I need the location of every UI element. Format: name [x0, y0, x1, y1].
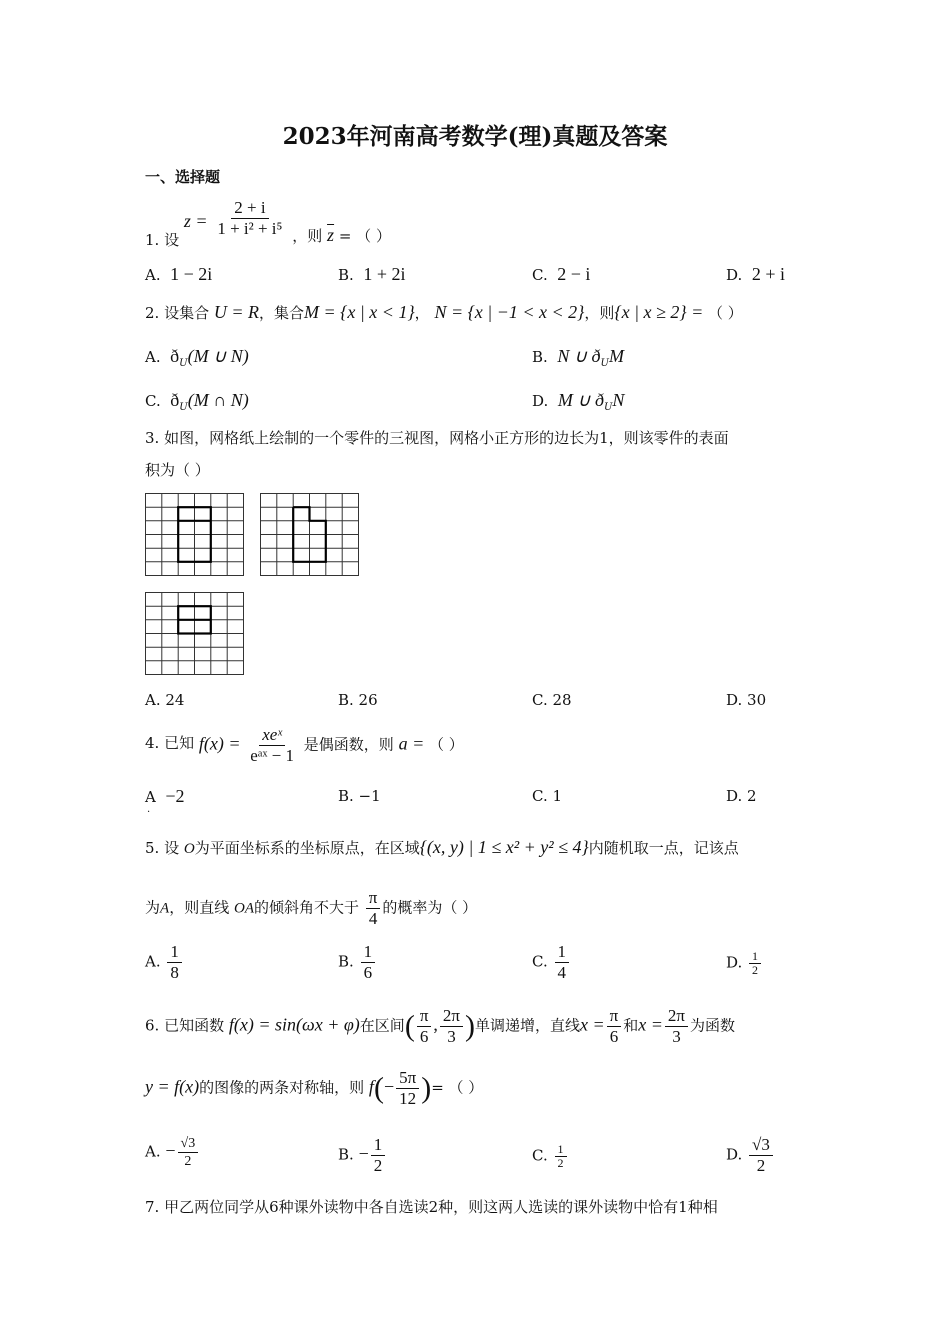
page-title: 2023年河南高考数学(理)真题及答案 — [282, 123, 668, 150]
q5-option-d: D. $\frac{1}{2}$ — [726, 950, 763, 977]
q2-option-d: D. M ∪ $ð_UN$ — [532, 390, 625, 413]
q3-option-a: A. 24 — [145, 691, 185, 709]
question-1: 1. 设 z = $\frac{2 + i}{\text{1 + i² + i⁵}}$ ，则 $\overline{z}$ = （ ） — [145, 198, 391, 249]
q4-option-b: B. −1 — [338, 787, 381, 805]
z-bar: $\overline{z}$ — [327, 224, 335, 245]
q4-fraction: $\frac{\text{xeˣ}}{\text{eᵃˣ − 1}}$ — [250, 725, 294, 765]
question-6-line2: y = f(x)的图像的两条对称轴，则 f(− $\frac{5\pi}{12}$ )= （ ） — [145, 1068, 484, 1108]
q4-option-c: C. 1 — [532, 787, 563, 805]
q3-option-c: C. 28 — [532, 691, 572, 709]
q6-option-c: C. $\frac{1}{2}$ — [532, 1143, 569, 1170]
question-5-line2: 为A，则直线 OA的倾斜角不大于 $\frac{\pi}{4}$ 的概率为（ ） — [145, 888, 478, 928]
grid-front-view — [145, 493, 245, 577]
q2-option-a: A. $ð_U(M$ ∪ N) — [145, 346, 249, 369]
question-2: 2. 设集合 U = R，集合M = {x | x < 1}， N = {x | −1 < x < 2}，则{x | x ≥ 2} = （ ） — [145, 302, 743, 322]
q2-option-c: C. $ð_U(M$ ∩ N) — [145, 390, 249, 413]
q6-option-b: B. − $\frac{1}{2}$ — [338, 1135, 387, 1176]
q1-fraction: $\frac{2 + i}{\text{1 + i² + i⁵}}$ — [217, 198, 283, 238]
q5-option-a: A. $\frac{1}{8}$ — [145, 942, 184, 983]
question-7-line1: 7. 甲乙两位同学从6种课外读物中各自选读2种，则这两人选读的课外读物中恰有1种相 — [145, 1198, 718, 1216]
section-heading: 一、选择题 — [145, 168, 221, 186]
question-3-line1: 3. 如图，网格纸上绘制的一个零件的三视图，网格小正方形的边长为1，则该零件的表面 — [145, 429, 729, 447]
q1-option-a: A. 1 − 2i — [145, 264, 213, 284]
q5-pi-over-4: $\frac{\pi}{4}$ — [366, 888, 381, 929]
z-var: z = — [183, 210, 208, 231]
grid-top-view — [145, 592, 245, 676]
q2-option-b: B. N ∪ $ð_UM$ — [532, 346, 624, 369]
q4-option-d: D. 2 — [726, 787, 757, 805]
grid-side-view — [260, 493, 360, 577]
q1-option-c: C. 2 − i — [532, 264, 591, 284]
q4-option-a-dot: . — [147, 804, 151, 815]
q3-option-d: D. 30 — [726, 691, 767, 709]
q1-option-b: B. 1 + 2i — [338, 264, 406, 284]
question-3-line2: 积为（ ） — [145, 461, 210, 479]
q6-option-d: D. $\frac{√3}{2}$ — [726, 1135, 775, 1176]
q6-option-a: A. − $\frac{√3}{2}$ — [145, 1135, 200, 1170]
question-4: 4. 已知 f(x) = $\frac{\text{xeˣ}}{\text{eᵃˣ − 1}}$ 是偶函数，则 a = （ ） — [145, 725, 464, 765]
q1-option-d: D. 2 + i — [726, 264, 785, 284]
question-5-line1: 5. 设 O为平面坐标系的坐标原点，在区域{(x, y) | 1 ≤ x² + y² ≤ 4}内随机取一点，记该点 — [145, 837, 739, 857]
q3-option-b: B. 26 — [338, 691, 378, 709]
question-6-line1: 6. 已知函数 f(x) = sin(ωx + φ)在区间( $\frac{\pi}{6}$ , $\frac{2\pi}{3}$ )单调递增，直线x = $\frac{\pi}{6}$ 和x = $\frac{2\pi}{3}$ 为函数 — [145, 1006, 736, 1046]
q4-option-a: A −2 — [145, 786, 185, 806]
q5-option-b: B. $\frac{1}{6}$ — [338, 942, 377, 983]
q5-option-c: C. $\frac{1}{4}$ — [532, 942, 571, 983]
